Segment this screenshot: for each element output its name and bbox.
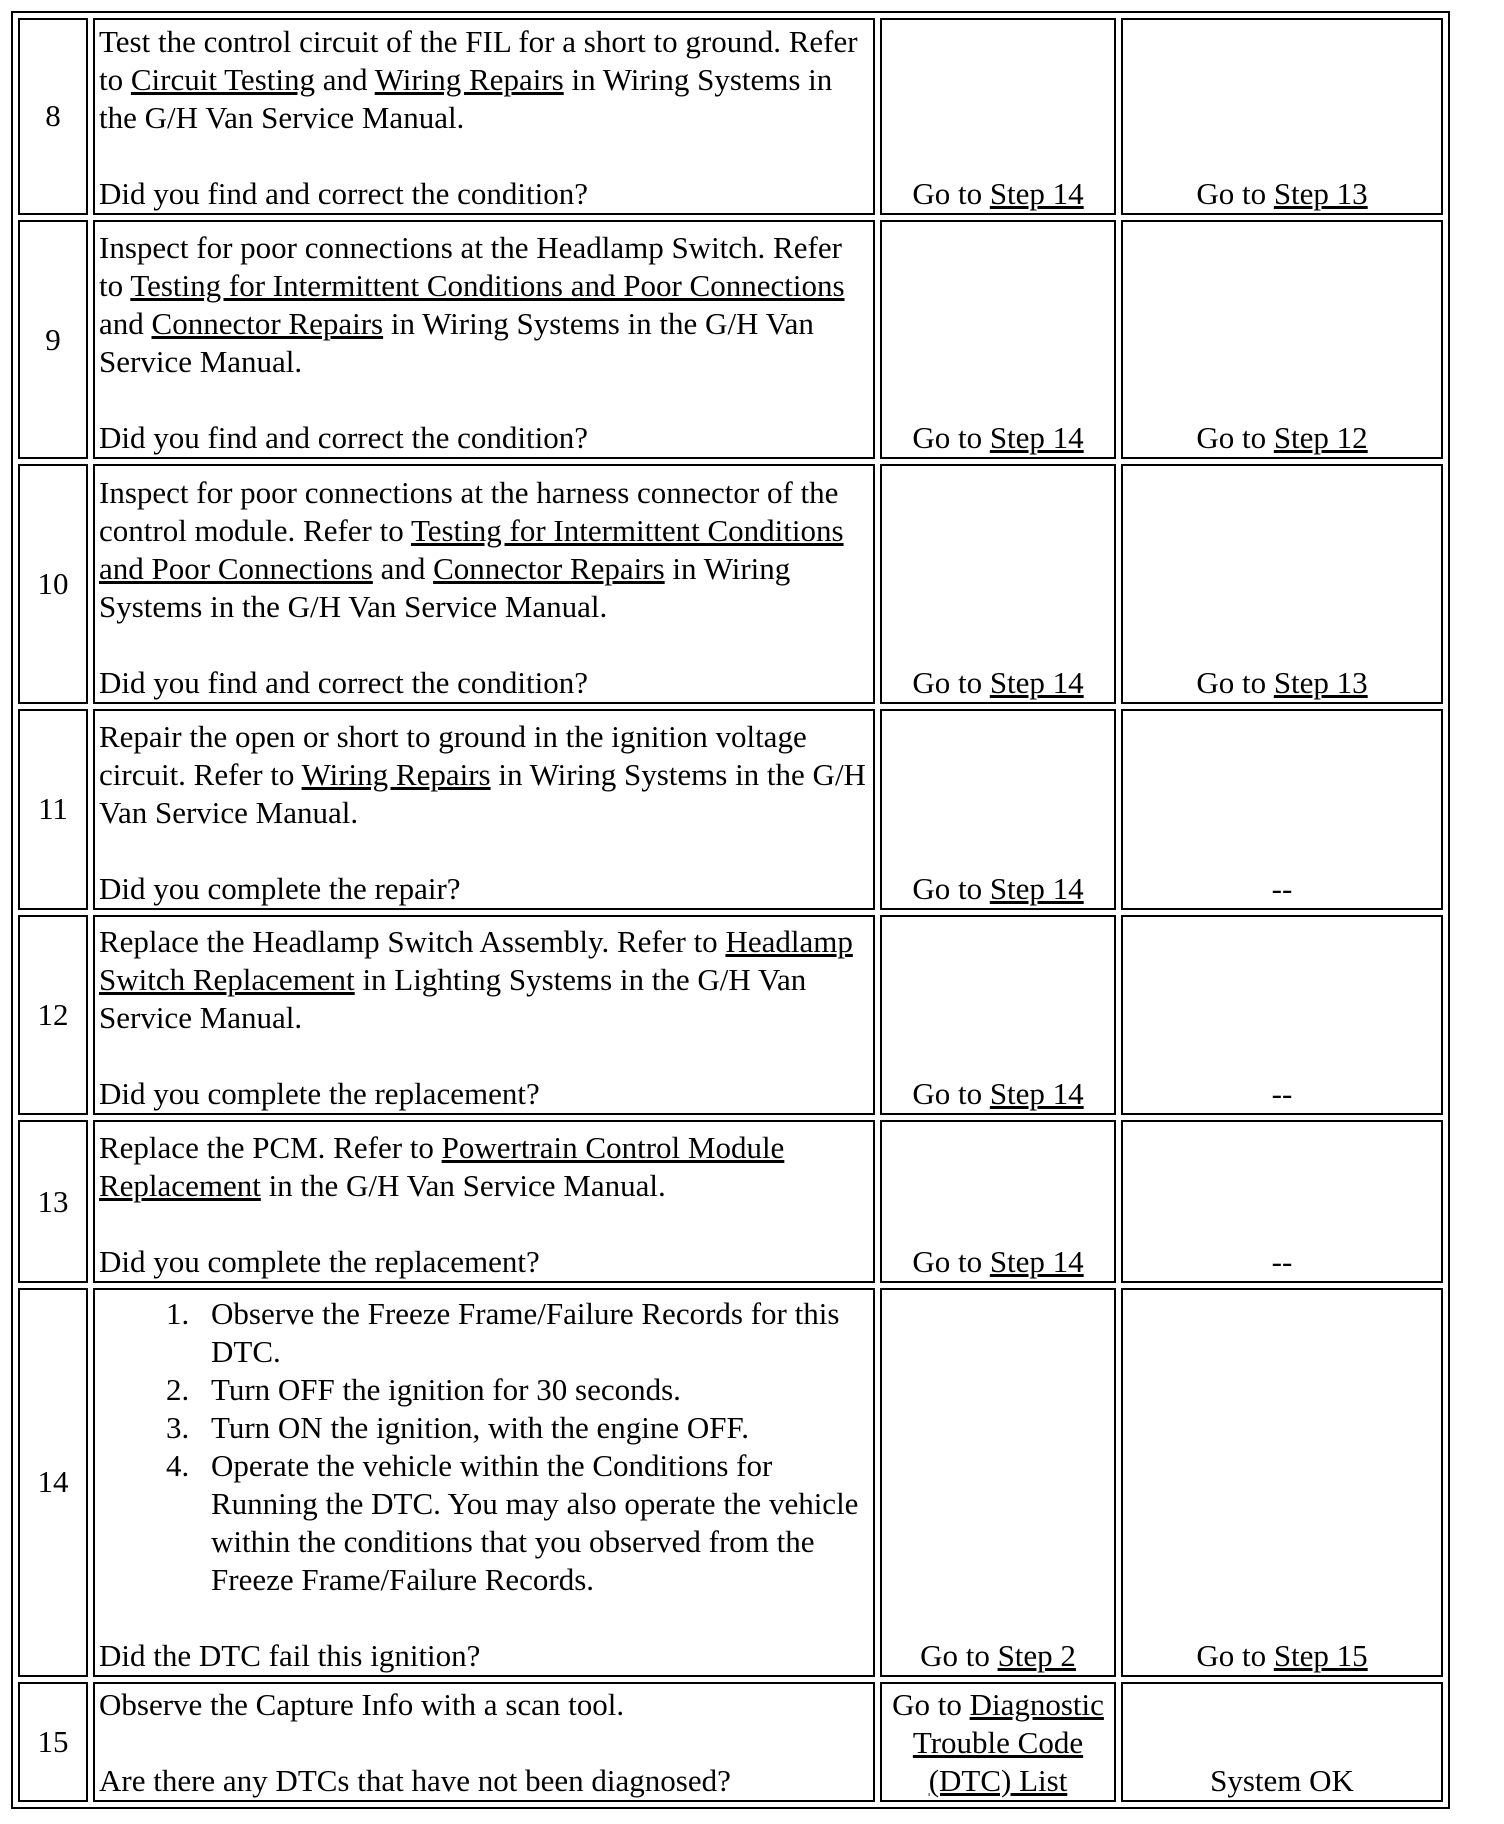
connector-repairs-link[interactable]: Connector Repairs — [433, 550, 665, 586]
step-action — [93, 709, 875, 910]
intermittent-conditions-link[interactable]: Testing for Intermittent Conditions and Poor Connections — [99, 512, 844, 586]
no-result: Go to Step 15 — [1121, 1288, 1443, 1678]
procedure-item: 4. Operate the vehicle within the Conditions for Running the DTC. You may also operate the vehicle within the conditions that you observed from the Freeze Frame/Failure Records. — [197, 1447, 869, 1599]
step-action — [93, 1682, 875, 1802]
procedure-list — [99, 1295, 869, 1599]
circuit-testing-link[interactable]: Circuit Testing — [130, 61, 315, 97]
go-to-step-link[interactable]: Step 14 — [989, 1243, 1084, 1279]
action-text: Inspect for poor connections at the Headlamp Switch. Refer to Testing for Intermittent Conditions and Poor Connections and Connector Repairs in Wiring Systems in the G/H Van Service Manual. — [99, 230, 845, 380]
step-question: Did you complete the replacement? — [99, 1076, 540, 1112]
action-text: Observe the Capture Info with a scan tool. — [99, 1687, 625, 1722]
go-to-step-link[interactable]: Step 14 — [989, 420, 1084, 456]
step-question: Are there any DTCs that have not been diagnosed? — [99, 1763, 731, 1798]
yes-result: Go to Step 14 — [880, 709, 1116, 910]
step-action — [93, 915, 875, 1116]
step-question: Did you find and correct the condition? — [99, 664, 588, 700]
go-to-step-link[interactable]: Step 13 — [1273, 175, 1368, 211]
go-to-step-link[interactable]: Step 14 — [989, 870, 1084, 906]
step-row-14 — [18, 1288, 1443, 1678]
step-question: Did the DTC fail this ignition? — [99, 1638, 481, 1674]
yes-result: Go to Step 14 — [880, 1120, 1116, 1282]
step-action — [93, 464, 875, 703]
no-result: -- — [1121, 709, 1443, 910]
action-text: Replace the PCM. Refer to Powertrain Control Module Replacement in the G/H Van Service Manual. — [99, 1129, 785, 1203]
yes-result: Go to Step 14 — [880, 18, 1116, 215]
no-result: System OK — [1121, 1682, 1443, 1802]
step-row-9 — [18, 220, 1443, 459]
step-action — [93, 220, 875, 459]
step-row-8 — [18, 18, 1443, 215]
step-question: Did you find and correct the condition? — [99, 420, 588, 456]
yes-result: Go to Step 14 — [880, 464, 1116, 703]
step-number: 13 — [18, 1120, 88, 1282]
go-to-step-link[interactable]: Step 14 — [989, 1076, 1084, 1112]
action-text: Test the control circuit of the FIL for a short to ground. Refer to Circuit Testing and Wiring Repairs in Wiring Systems in the G/H Van Service Manual. — [99, 23, 858, 135]
no-result: Go to Step 13 — [1121, 18, 1443, 215]
action-text: Replace the Headlamp Switch Assembly. Refer to Headlamp Switch Replacement in Lighting Systems in the G/H Van Service Manual. — [99, 924, 853, 1036]
procedure-item: 1. Observe the Freeze Frame/Failure Records for this DTC. — [197, 1295, 869, 1371]
wiring-repairs-link[interactable]: Wiring Repairs — [374, 61, 564, 97]
step-row-10 — [18, 464, 1443, 703]
go-to-step-link[interactable]: Step 14 — [989, 664, 1084, 700]
intermittent-conditions-link[interactable]: Testing for Intermittent Conditions and Poor Connections — [130, 268, 845, 304]
yes-result: Go to Step 14 — [880, 915, 1116, 1116]
step-number: 9 — [18, 220, 88, 459]
step-row-15 — [18, 1682, 1443, 1802]
go-to-step-link[interactable]: Step 14 — [989, 175, 1084, 211]
no-result: -- — [1121, 1120, 1443, 1282]
step-number: 12 — [18, 915, 88, 1116]
step-number: 10 — [18, 464, 88, 703]
step-number: 11 — [18, 709, 88, 910]
yes-result: Go to Step 2 — [880, 1288, 1116, 1678]
step-question: Did you complete the repair? — [99, 870, 461, 906]
step-action — [93, 18, 875, 215]
action-text: Inspect for poor connections at the harness connector of the control module. Refer to Testing for Intermittent Conditions and Poor Connections and Connector Repairs in Wiring Systems in the G/H Van Service Manual. — [99, 474, 844, 624]
diagnostic-steps-table — [11, 11, 1450, 1809]
step-question: Did you complete the replacement? — [99, 1243, 540, 1279]
pcm-replacement-link[interactable]: Powertrain Control Module Replacement — [99, 1129, 785, 1203]
wiring-repairs-link[interactable]: Wiring Repairs — [301, 756, 491, 792]
yes-result: Go to Diagnostic Trouble Code (DTC) List — [880, 1682, 1116, 1802]
headlamp-switch-replacement-link[interactable]: Headlamp Switch Replacement — [99, 924, 853, 998]
go-to-step-link[interactable]: Step 15 — [1273, 1638, 1368, 1674]
step-row-11 — [18, 709, 1443, 910]
no-result: Go to Step 12 — [1121, 220, 1443, 459]
step-action — [93, 1288, 875, 1678]
connector-repairs-link[interactable]: Connector Repairs — [151, 306, 384, 342]
dtc-list-link[interactable]: Diagnostic Trouble Code (DTC) List — [912, 1687, 1104, 1798]
go-to-step-link[interactable]: Step 12 — [1273, 420, 1368, 456]
go-to-step-link[interactable]: Step 13 — [1273, 664, 1368, 700]
step-number: 8 — [18, 18, 88, 215]
procedure-item: 3. Turn ON the ignition, with the engine OFF. — [197, 1409, 869, 1447]
yes-result: Go to Step 14 — [880, 220, 1116, 459]
step-question: Did you find and correct the condition? — [99, 175, 588, 211]
no-result: -- — [1121, 915, 1443, 1116]
step-action — [93, 1120, 875, 1282]
procedure-item: 2. Turn OFF the ignition for 30 seconds. — [197, 1371, 869, 1409]
no-result: Go to Step 13 — [1121, 464, 1443, 703]
step-row-12 — [18, 915, 1443, 1116]
step-number: 14 — [18, 1288, 88, 1678]
step-row-13 — [18, 1120, 1443, 1282]
action-text: Repair the open or short to ground in the ignition voltage circuit. Refer to Wiring Repairs in Wiring Systems in the G/H Van Service Manual. — [99, 718, 866, 830]
go-to-step-link[interactable]: Step 2 — [997, 1638, 1076, 1674]
step-number: 15 — [18, 1682, 88, 1802]
